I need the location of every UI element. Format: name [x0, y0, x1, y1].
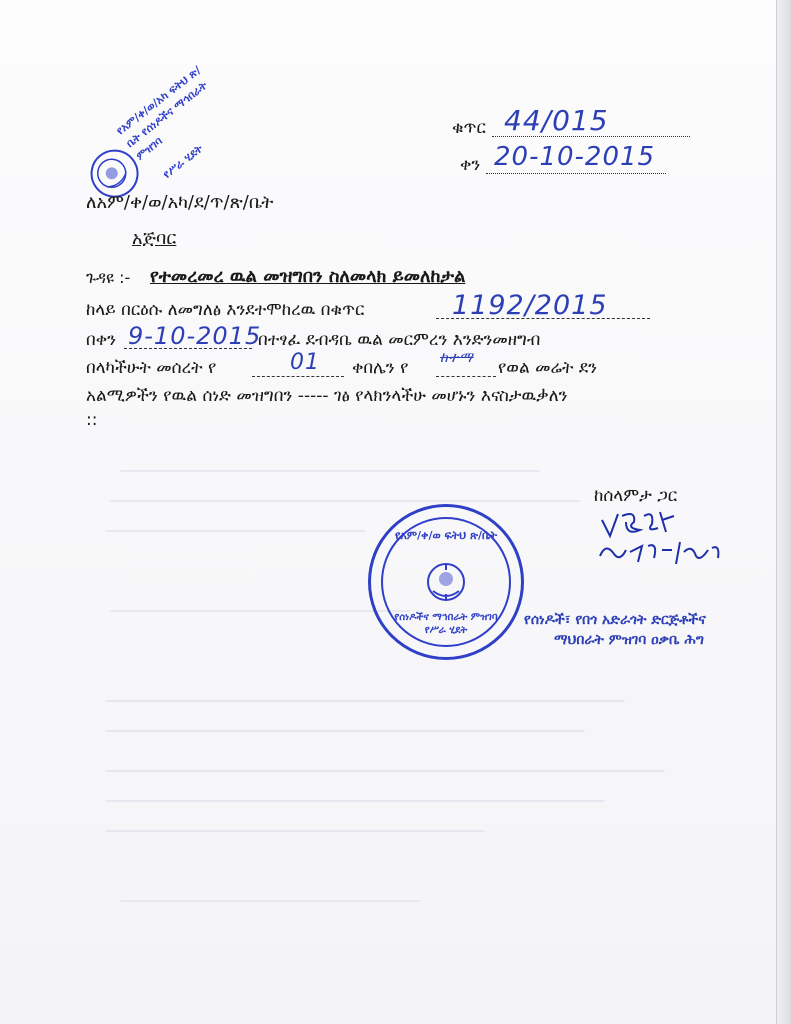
date-row — [460, 155, 480, 175]
date-value: 20-10-2015 — [494, 142, 656, 172]
stamp-text: የአም/ቀ/ወ/አካ ፍትህ ጽ/ቤት የሰነዶችና ማኅበራት ምዝገባ — [113, 63, 210, 163]
show-through-line — [120, 470, 540, 472]
kebele-number-handwritten: 01 — [290, 350, 320, 375]
stamp-subtext: የሥራ ሂደት — [160, 141, 206, 181]
body-line-3a: በላካችሁት መሰረት የ — [86, 358, 217, 378]
signer-title-line-2: ማህበራት ምዝገባ ዐቃቤ ሕግ — [554, 632, 704, 648]
show-through-line — [105, 830, 485, 832]
body-line-3-blank-2 — [436, 376, 496, 377]
show-through-line — [105, 730, 585, 732]
body-line-2-suffix: በተፃፈ ደብዳቤ ዉል መርምረን እንድንመዘግብ — [258, 330, 541, 350]
show-through-line — [110, 610, 410, 612]
ref-number-row — [452, 118, 486, 138]
show-through-line — [120, 900, 420, 902]
signer-title-line-1: የሰነዶች፣ የበጎ አድራጎት ድርጅቶችና — [524, 612, 706, 628]
body-line-4: አልሚዎችን የዉል ሰነድ መዝግበን ----- ገፅ የላክንላችሁ መሆኑን እናስታዉቃለን — [86, 386, 568, 406]
location-handwritten: ከተማ — [440, 350, 474, 366]
date-label: ቀን — [460, 155, 481, 175]
letter-date-handwritten: 9-10-2015 — [128, 322, 262, 350]
body-line-3-blank-1 — [252, 376, 344, 377]
seal-text-top: የአም/ቀ/ወ ፍትህ ጽ/ቤት — [394, 529, 498, 542]
show-through-line — [105, 700, 625, 702]
seal-emblem-icon — [421, 557, 471, 607]
signature-image — [596, 506, 736, 570]
body-line-1: ከላይ በርዕሱ ለመግለፅ እንደተሞከረዉ በቁጥር — [86, 300, 365, 320]
letter-number-handwritten: 1192/2015 — [452, 290, 608, 321]
subject-text: የተመረመረ ዉል መዝግበን ስለመላክ ይመለከታል — [150, 266, 466, 287]
date-underline — [486, 173, 666, 174]
official-round-seal — [368, 504, 524, 660]
page-edge — [776, 0, 791, 1024]
show-through-line — [110, 500, 580, 502]
body-line-2-prefix: በቀን — [86, 330, 117, 350]
show-through-line — [105, 800, 605, 802]
body-line-5: :: — [86, 410, 98, 430]
recipient-office: ለአም/ቀ/ወ/አካ/ደ/ጥ/ጽ/ቤት — [86, 192, 274, 213]
body-line-3c: የወል መሬት ደን — [498, 358, 598, 378]
show-through-line — [105, 770, 665, 772]
show-through-line — [105, 530, 365, 532]
body-line-3b: ቀበሌን የ — [352, 358, 409, 378]
ref-number-value: 44/015 — [504, 104, 609, 137]
subject-label: ጉዳዩ :- — [86, 268, 131, 287]
closing-greeting: ከሰላምታ ጋር — [594, 486, 678, 506]
seal-text-bottom: የሰነዶችና ማኅበራት ምዝገባ የሥራ ሂደት — [394, 612, 498, 636]
recipient-place: አጅባር — [132, 228, 177, 249]
ref-label: ቁጥር — [452, 118, 486, 138]
